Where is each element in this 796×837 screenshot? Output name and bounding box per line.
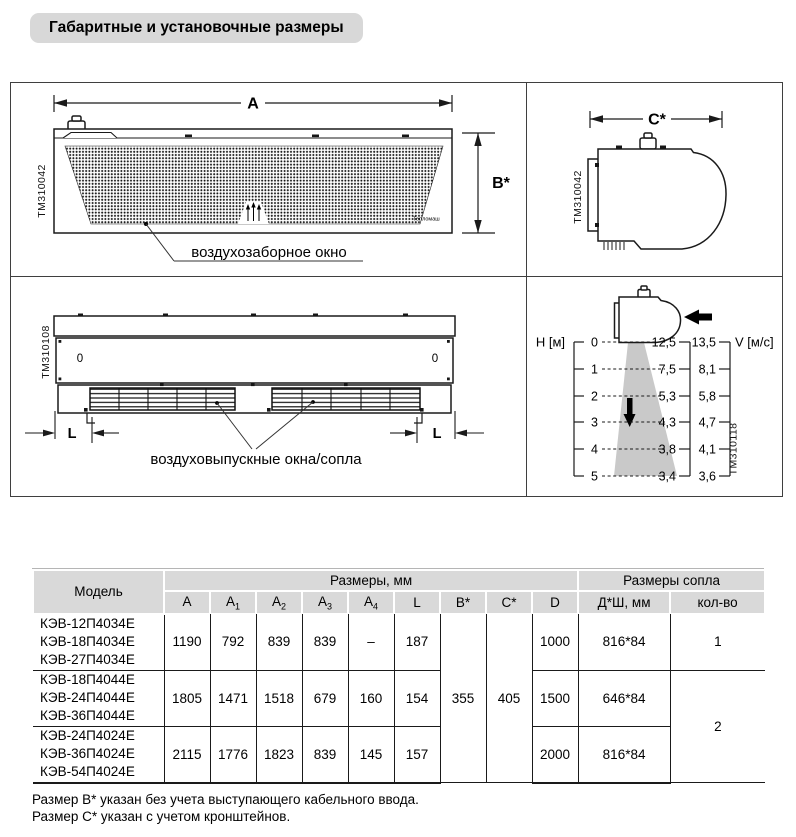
dim-label-l-left: L	[67, 426, 77, 442]
cell-d: 2000	[532, 726, 578, 783]
unit-profile	[588, 133, 726, 249]
bottom-hooks	[87, 413, 422, 423]
svg-text:8,1: 8,1	[698, 362, 716, 377]
cable-gland	[640, 138, 656, 149]
cell-nozzle-size: 816*84	[578, 726, 670, 783]
brand-label: Тепломаш	[413, 216, 440, 223]
footnote-b: Размер B* указан без учета выступающего кабельного ввода.	[32, 792, 419, 807]
cell-a4: 160	[348, 670, 394, 726]
cell-nozzle-count-merged: 2	[670, 670, 765, 783]
svg-text:3: 3	[591, 415, 598, 430]
cell-a1: 1471	[210, 670, 256, 726]
model-names: КЭВ-18П4044Е КЭВ-24П4044Е КЭВ-36П4044Е	[33, 670, 164, 726]
v-axis-label: V [м/с]	[735, 334, 774, 350]
drawings-panel	[10, 82, 783, 497]
cell-c-star-merged: 405	[486, 614, 532, 783]
h-axis	[574, 342, 584, 476]
dim-label-b: B*	[492, 175, 510, 192]
svg-text:4,7: 4,7	[698, 415, 716, 430]
group-header-dimensions: Размеры, мм	[164, 570, 578, 591]
hole-right: 0	[431, 353, 439, 365]
col-header-a3: $A_3$	[302, 591, 348, 614]
col-header-a: A	[164, 591, 210, 614]
v-scale-1-axis	[679, 342, 690, 476]
bottom-view-drawing	[11, 277, 528, 496]
svg-text:0: 0	[591, 335, 598, 350]
hole-left: 0	[76, 353, 84, 365]
cell-d: 1000	[532, 614, 578, 671]
cell-a2: 839	[256, 614, 302, 671]
v-scale-2-values	[692, 336, 716, 484]
cell-a4: 145	[348, 726, 394, 783]
cell-a: 2115	[164, 726, 210, 783]
svg-text:5,8: 5,8	[698, 389, 716, 404]
cell-a1: 1776	[210, 726, 256, 783]
col-header-nozzle-count: кол-во	[670, 591, 765, 614]
cell-b-star-merged: 355	[440, 614, 486, 783]
unit-icon	[615, 286, 681, 343]
col-header-d: D	[532, 591, 578, 614]
svg-text:3,6: 3,6	[698, 469, 716, 484]
svg-text:7,5: 7,5	[658, 362, 676, 377]
svg-text:12,5: 12,5	[651, 335, 676, 350]
col-header-a1: $A_1$	[210, 591, 256, 614]
dim-label-a: A	[247, 95, 259, 113]
col-header-b-star: B*	[440, 591, 486, 614]
cell-nozzle-size: 816*84	[578, 614, 670, 671]
cell-a2: 1823	[256, 726, 302, 783]
cell-a3: 679	[302, 670, 348, 726]
cell-l: 157	[394, 726, 440, 783]
model-names: КЭВ-24П4024Е КЭВ-36П4024Е КЭВ-54П4024Е	[33, 726, 164, 783]
dimensions-table	[32, 568, 764, 784]
cell-nozzle-count: 1	[670, 614, 765, 671]
model-names: КЭВ-12П4034Е КЭВ-18П4034Е КЭВ-27П4034Е	[33, 614, 164, 671]
intake-callout-label: воздухозаборное окно	[191, 244, 347, 261]
group-header-nozzle: Размеры сопла	[578, 570, 765, 591]
drawing-code: ТМ310042	[36, 164, 48, 218]
dim-label-l-right: L	[432, 426, 442, 442]
h-axis-label: H [м]	[535, 334, 565, 350]
col-header-a2: $A_2$	[256, 591, 302, 614]
dim-label-c: C*	[648, 111, 666, 129]
svg-text:1: 1	[591, 362, 598, 377]
svg-text:5: 5	[591, 469, 598, 484]
drawing-code: ТМ310042	[572, 170, 584, 224]
col-header-model: Модель	[33, 570, 164, 614]
outlet-callout-label: воздуховыпускные окна/сопла	[150, 451, 362, 468]
table-row	[33, 614, 765, 671]
col-header-a4: $A_4$	[348, 591, 394, 614]
vent-comb	[604, 242, 624, 250]
col-header-l: L	[394, 591, 440, 614]
cell-a3: 839	[302, 614, 348, 671]
cell-a: 1805	[164, 670, 210, 726]
front-view-drawing	[11, 83, 528, 277]
cell-l: 187	[394, 614, 440, 671]
page-title: Габаритные и установочные размеры	[30, 13, 363, 43]
footnote-c: Размер C* указан с учетом кронштейнов.	[32, 809, 291, 824]
cell-l: 154	[394, 670, 440, 726]
dimension-b	[462, 133, 495, 233]
svg-text:5,3: 5,3	[658, 389, 676, 404]
col-header-c-star: C*	[486, 591, 532, 614]
cell-a: 1190	[164, 614, 210, 671]
side-view-drawing	[525, 83, 783, 277]
svg-text:2: 2	[591, 389, 598, 404]
cell-nozzle-size: 646*84	[578, 670, 670, 726]
table-row	[33, 670, 765, 726]
svg-text:4: 4	[591, 442, 598, 457]
h-axis-ticks	[591, 336, 598, 484]
svg-text:4,3: 4,3	[658, 415, 676, 430]
velocity-chart	[525, 277, 783, 496]
col-header-nozzle-size: Д*Ш, мм	[578, 591, 670, 614]
drawing-code: ТМ310108	[40, 325, 52, 379]
svg-text:3,4: 3,4	[658, 469, 676, 484]
table-row	[33, 726, 765, 783]
footnotes	[32, 791, 419, 825]
cell-d: 1500	[532, 670, 578, 726]
svg-text:13,5: 13,5	[691, 335, 716, 350]
cell-a3: 839	[302, 726, 348, 783]
svg-text:3,8: 3,8	[658, 442, 676, 457]
cell-a1: 792	[210, 614, 256, 671]
cell-a2: 1518	[256, 670, 302, 726]
svg-text:4,1: 4,1	[698, 442, 716, 457]
cell-a4: –	[348, 614, 394, 671]
intake-arrow-icon	[684, 310, 712, 325]
drawing-code: ТМ310118	[727, 422, 740, 476]
